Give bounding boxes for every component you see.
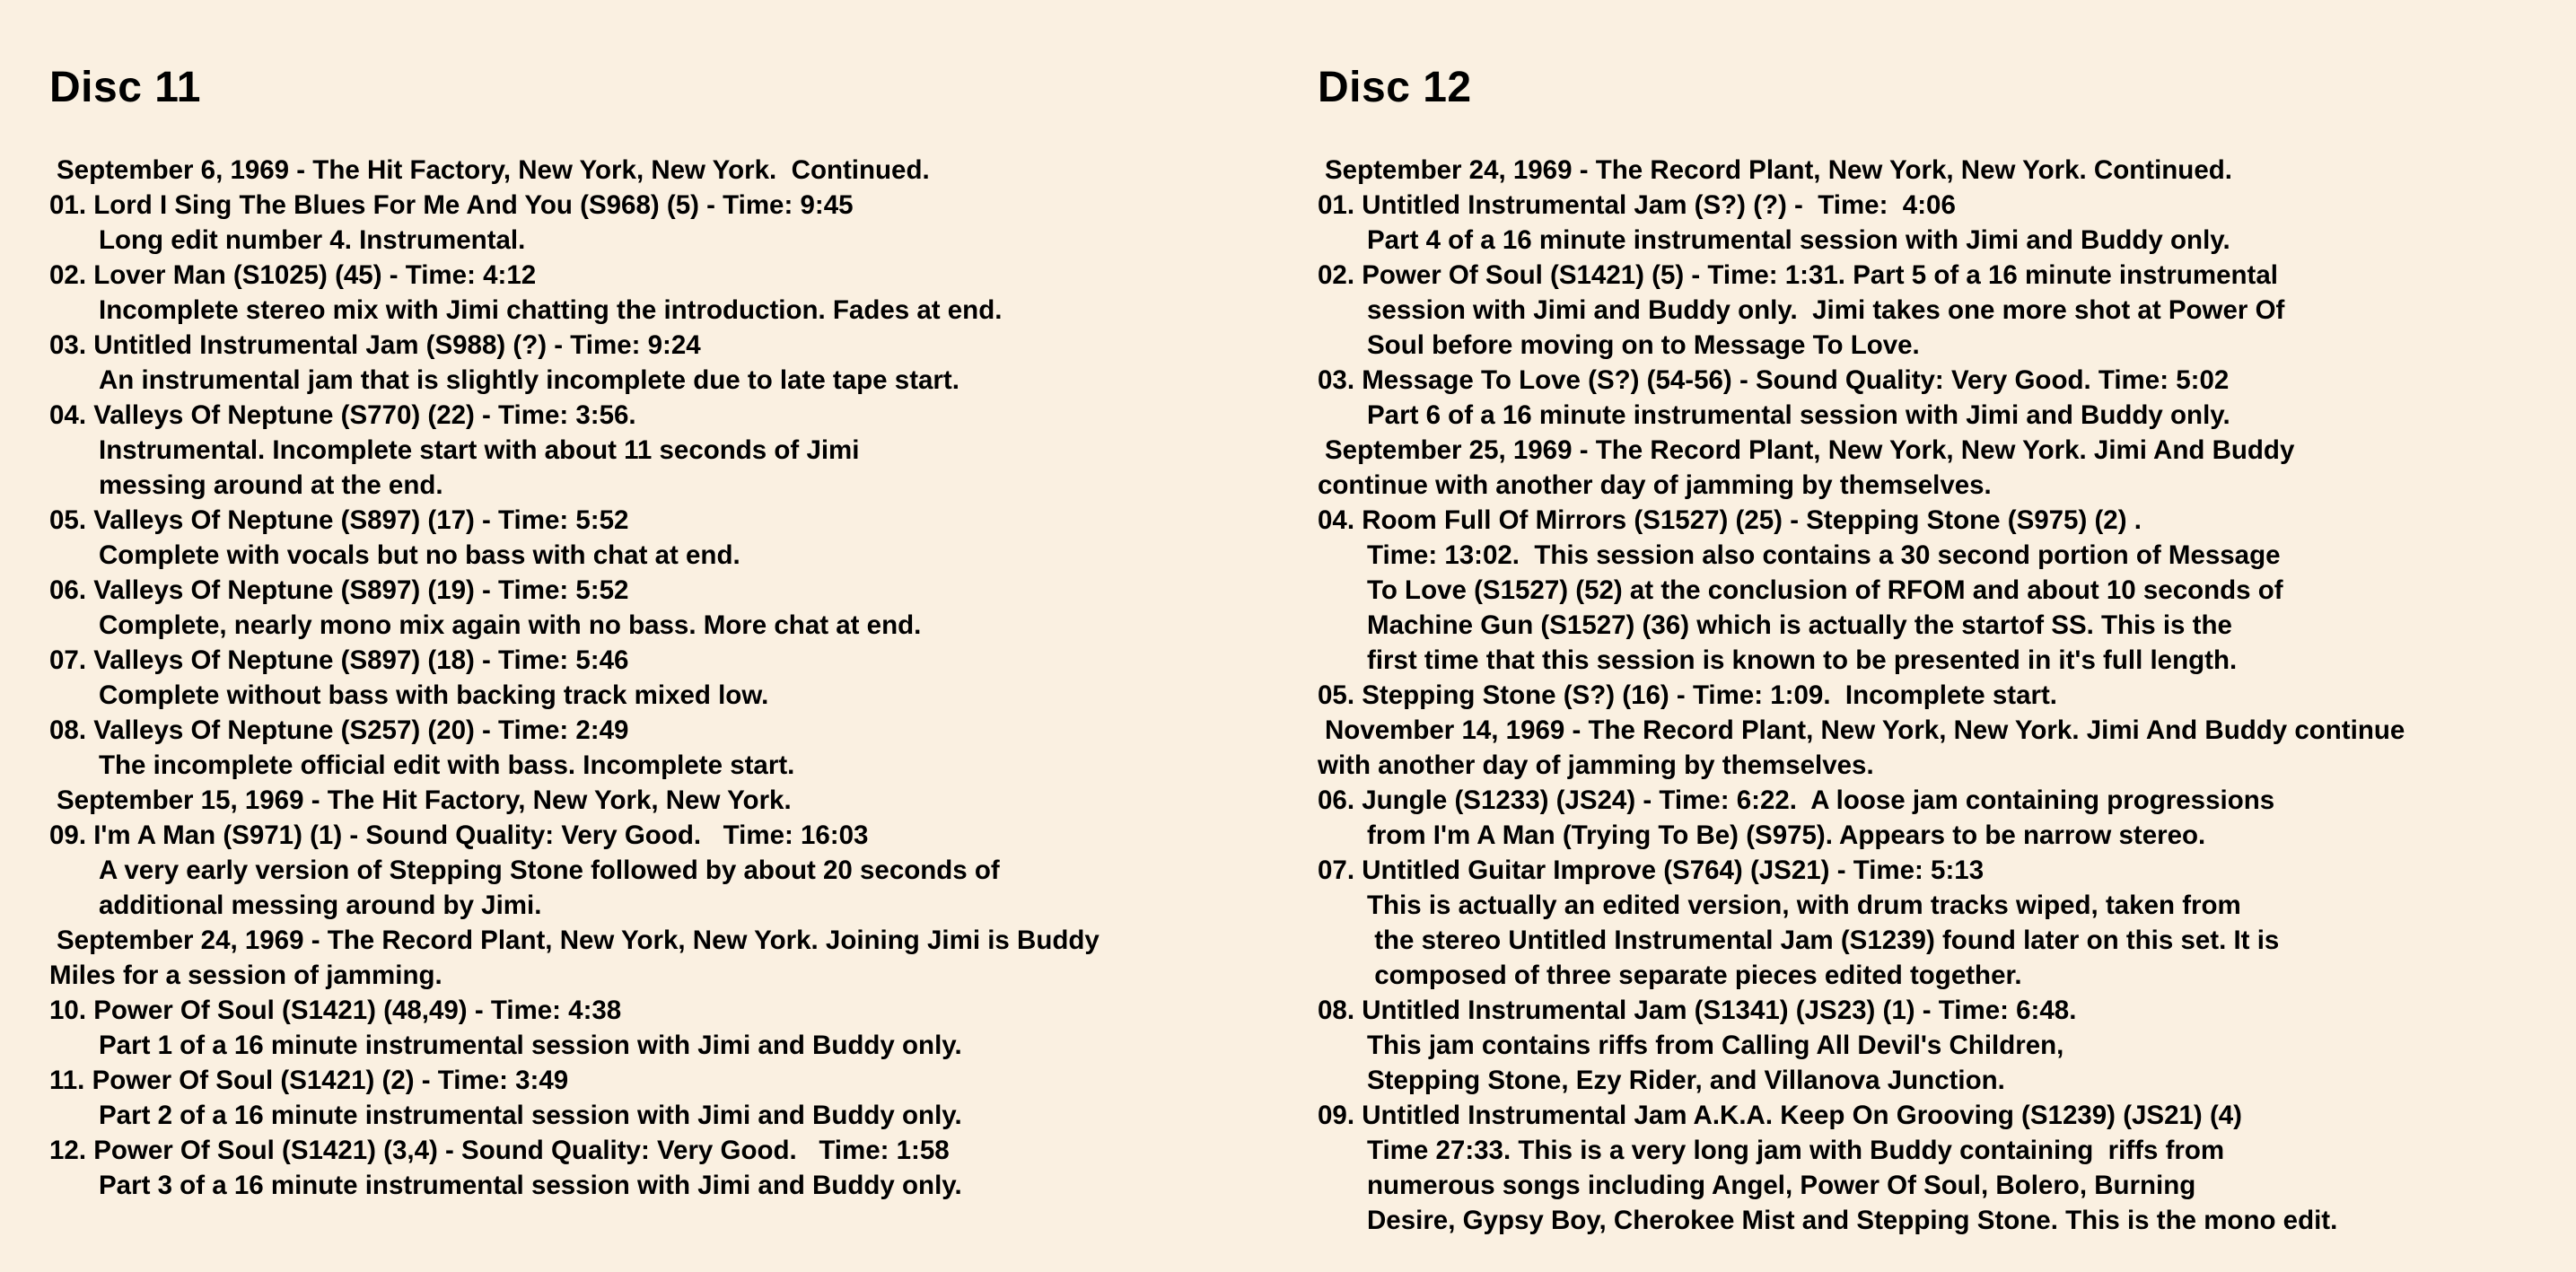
- track-line: 03. Message To Love (S?) (54-56) - Sound Quality: Very Good. Time: 5:02: [1318, 365, 2230, 395]
- track-note-line: from I'm A Man (Trying To Be) (S975). Appears to be narrow stereo.: [1367, 820, 2206, 850]
- track-note-line: To Love (S1527) (52) at the conclusion of RFOM and about 10 seconds of: [1367, 575, 2283, 605]
- track-note-line: This is actually an edited version, with drum tracks wiped, taken from: [1367, 890, 2241, 920]
- track-note-line: Complete without bass with backing track mixed low.: [99, 680, 769, 710]
- session-date-line: September 6, 1969 - The Hit Factory, New York, New York. Continued.: [57, 155, 930, 185]
- session-date-continuation: with another day of jamming by themselves.: [1318, 750, 1874, 780]
- track-note-line: the stereo Untitled Instrumental Jam (S1239) found later on this set. It is: [1367, 925, 2280, 955]
- track-note-line: Part 4 of a 16 minute instrumental session with Jimi and Buddy only.: [1367, 225, 2230, 255]
- session-date-line: September 24, 1969 - The Record Plant, New York, New York. Continued.: [1325, 155, 2232, 185]
- disc-11-column: [49, 52, 1252, 1203]
- track-line: 08. Valleys Of Neptune (S257) (20) - Time: 2:49: [49, 715, 629, 745]
- track-note-line: Desire, Gypsy Boy, Cherokee Mist and Stepping Stone. This is the mono edit.: [1367, 1206, 2338, 1235]
- track-line: 07. Untitled Guitar Improve (S764) (JS21) - Time: 5:13: [1318, 855, 1985, 885]
- track-note-line: first time that this session is known to be presented in it's full length.: [1367, 645, 2238, 675]
- session-date-line: September 25, 1969 - The Record Plant, New York, New York. Jimi And Buddy: [1325, 435, 2295, 465]
- track-line: 08. Untitled Instrumental Jam (S1341) (JS23) (1) - Time: 6:48.: [1318, 996, 2077, 1025]
- track-note-line: Long edit number 4. Instrumental.: [99, 225, 526, 255]
- track-note-line: composed of three separate pieces edited together.: [1367, 961, 2022, 990]
- track-line: 04. Valleys Of Neptune (S770) (22) - Time: 3:56.: [49, 400, 636, 430]
- track-note-line: A very early version of Stepping Stone followed by about 20 seconds of: [99, 855, 1000, 885]
- track-note-line: Incomplete stereo mix with Jimi chatting the introduction. Fades at end.: [99, 295, 1003, 325]
- track-note-line: Stepping Stone, Ezy Rider, and Villanova Junction.: [1367, 1066, 2005, 1095]
- track-note-line: The incomplete official edit with bass. Incomplete start.: [99, 750, 795, 780]
- track-line: 06. Jungle (S1233) (JS24) - Time: 6:22. A loose jam containing progressions: [1318, 785, 2275, 815]
- disc-12-title: Disc 12: [1318, 64, 1472, 111]
- track-line: 09. I'm A Man (S971) (1) - Sound Quality: Very Good. Time: 16:03: [49, 820, 869, 850]
- track-note-line: Machine Gun (S1527) (36) which is actually the startof SS. This is the: [1367, 610, 2232, 640]
- disc-12-column: [1318, 52, 2565, 1238]
- track-note-line: An instrumental jam that is slightly incomplete due to late tape start.: [99, 365, 959, 395]
- session-date-continuation: Miles for a session of jamming.: [49, 961, 442, 990]
- track-note-line: This jam contains riffs from Calling All Devil's Children,: [1367, 1031, 2064, 1060]
- track-line: 10. Power Of Soul (S1421) (48,49) - Time: 4:38: [49, 996, 622, 1025]
- track-note-line: Time: 13:02. This session also contains a 30 second portion of Message: [1367, 540, 2281, 570]
- track-note-line: Part 6 of a 16 minute instrumental session with Jimi and Buddy only.: [1367, 400, 2230, 430]
- track-note-line: additional messing around by Jimi.: [99, 890, 542, 920]
- track-line: 02. Lover Man (S1025) (45) - Time: 4:12: [49, 260, 537, 290]
- track-line: 11. Power Of Soul (S1421) (2) - Time: 3:49: [49, 1066, 569, 1095]
- track-line: 07. Valleys Of Neptune (S897) (18) - Time: 5:46: [49, 645, 629, 675]
- session-date-line: September 24, 1969 - The Record Plant, New York, New York. Joining Jimi is Buddy: [57, 925, 1100, 955]
- track-note-line: Instrumental. Incomplete start with about 11 seconds of Jimi: [99, 435, 860, 465]
- track-line: 01. Lord I Sing The Blues For Me And You (S968) (5) - Time: 9:45: [49, 190, 854, 220]
- track-line: 02. Power Of Soul (S1421) (5) - Time: 1:31. Part 5 of a 16 minute instrumental: [1318, 260, 2278, 290]
- track-line: 05. Valleys Of Neptune (S897) (17) - Time: 5:52: [49, 505, 629, 535]
- track-line: 12. Power Of Soul (S1421) (3,4) - Sound Quality: Very Good. Time: 1:58: [49, 1136, 950, 1165]
- session-date-line: November 14, 1969 - The Record Plant, New York, New York. Jimi And Buddy continue: [1325, 715, 2405, 745]
- track-note-line: Complete with vocals but no bass with chat at end.: [99, 540, 740, 570]
- track-line: 06. Valleys Of Neptune (S897) (19) - Time: 5:52: [49, 575, 629, 605]
- track-note-line: Complete, nearly mono mix again with no bass. More chat at end.: [99, 610, 922, 640]
- disc-11-entries: [49, 153, 1252, 1203]
- disc-11-title: Disc 11: [49, 64, 201, 111]
- track-line: 01. Untitled Instrumental Jam (S?) (?) - Time: 4:06: [1318, 190, 1956, 220]
- track-note-line: session with Jimi and Buddy only. Jimi takes one more shot at Power Of: [1367, 295, 2285, 325]
- track-line: 05. Stepping Stone (S?) (16) - Time: 1:09. Incomplete start.: [1318, 680, 2057, 710]
- track-line: 03. Untitled Instrumental Jam (S988) (?) - Time: 9:24: [49, 330, 701, 360]
- track-line: 04. Room Full Of Mirrors (S1527) (25) - Stepping Stone (S975) (2) .: [1318, 505, 2142, 535]
- track-line: 09. Untitled Instrumental Jam A.K.A. Keep On Grooving (S1239) (JS21) (4): [1318, 1101, 2242, 1130]
- track-note-line: Part 1 of a 16 minute instrumental session with Jimi and Buddy only.: [99, 1031, 962, 1060]
- track-note-line: Part 2 of a 16 minute instrumental session with Jimi and Buddy only.: [99, 1101, 962, 1130]
- track-note-line: Part 3 of a 16 minute instrumental session with Jimi and Buddy only.: [99, 1171, 962, 1200]
- session-date-line: September 15, 1969 - The Hit Factory, New York, New York.: [57, 785, 792, 815]
- track-note-line: numerous songs including Angel, Power Of Soul, Bolero, Burning: [1367, 1171, 2196, 1200]
- track-note-line: messing around at the end.: [99, 470, 443, 500]
- track-note-line: Time 27:33. This is a very long jam with Buddy containing riffs from: [1367, 1136, 2225, 1165]
- track-note-line: Soul before moving on to Message To Love.: [1367, 330, 1920, 360]
- disc-12-entries: [1318, 153, 2565, 1238]
- session-date-continuation: continue with another day of jamming by themselves.: [1318, 470, 1992, 500]
